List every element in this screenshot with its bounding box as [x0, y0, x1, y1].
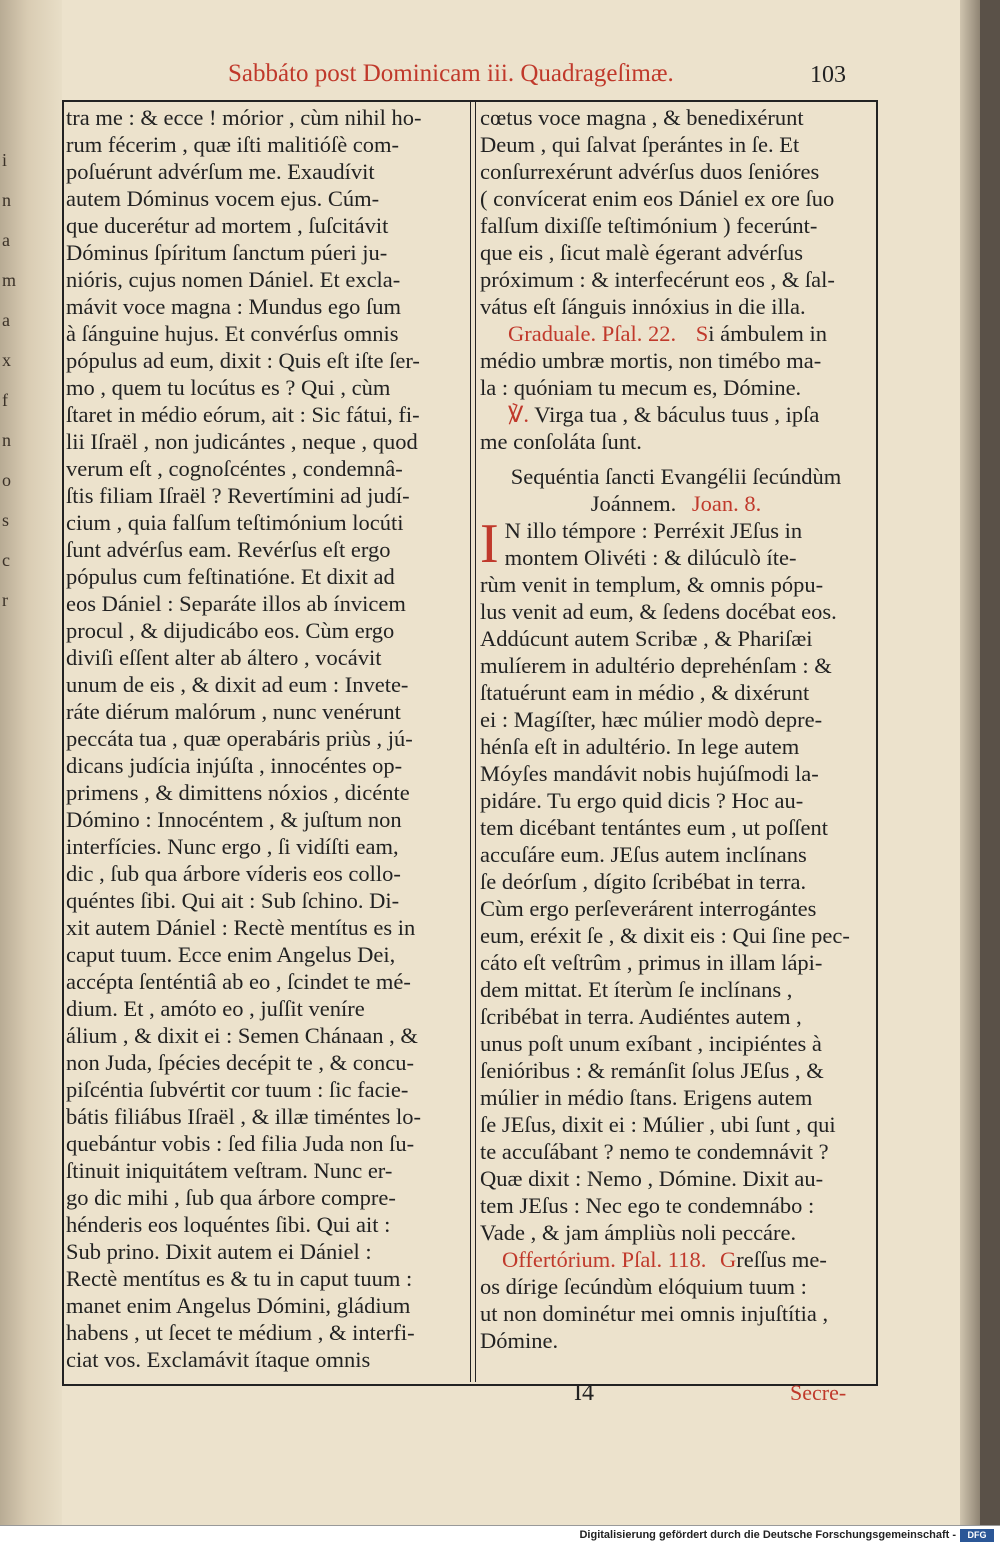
versicle-line-2: me conſoláta ſunt. — [480, 429, 642, 454]
footer-credit: Digitalisierung gefördert durch die Deutsche Forschungsgemeinschaft - — [579, 1529, 956, 1541]
text-line: Sub prino. Dixit autem ei Dániel : — [66, 1239, 372, 1264]
offertorium-line: ut non dominétur mei omnis injuſtítia , — [480, 1301, 829, 1326]
gospel-line: ſenióribus : & remánſit ſolus JEſus , & — [480, 1058, 824, 1083]
gospel-heading-evangelist: Joánnem. — [590, 491, 677, 516]
text-line: interfícies. Nunc ergo , ſi vidíſti eam, — [66, 834, 399, 859]
gospel-line: hénſa eſt in adultério. In lege autem — [480, 734, 800, 759]
text-line: cium , quia falſum teſtimónium locúti — [66, 510, 404, 535]
text-line: ſunt advérſus eam. Revérſus eſt ergo — [66, 537, 391, 562]
text-line: quéntes ſibi. Qui ait : Sub ſchino. Di- — [66, 888, 400, 913]
graduale-initial: S — [695, 321, 709, 346]
text-line: go dic mihi , ſub qua árbore compre- — [66, 1185, 396, 1210]
gospel-opening — [480, 513, 872, 575]
gospel-line: tem dicébant tentántes eum , ut poſſent — [480, 815, 829, 840]
fore-edge — [960, 0, 980, 1525]
gutter-letter: c — [2, 550, 10, 570]
text-line: cœtus voce magna , & benedixérunt — [480, 105, 804, 130]
gospel-line: mulíerem in adultério deprehénſam : & — [480, 653, 832, 678]
text-line: peccáta tua , quæ operabáris priùs , jú- — [66, 726, 413, 751]
gutter-letter: n — [2, 190, 11, 210]
gutter-letter: o — [2, 470, 11, 490]
text-line: bátis filiábus Iſraël , & illæ timéntes lo- — [66, 1104, 421, 1129]
text-line: poſuérunt advérſum me. Exaudívit — [66, 159, 375, 184]
text-line: ráte diérum malórum , nunc venérunt — [66, 699, 401, 724]
gospel-line: tem JEſus : Nec ego te condemnábo : — [480, 1193, 815, 1218]
text-line: que ducerétur ad mortem , ſuſcitávit — [66, 213, 389, 238]
gospel-line: cáto eſt veſtrûm , primus in illam lápi- — [480, 950, 823, 975]
gospel-first-lines — [480, 513, 872, 575]
text-line: ciat vos. Exclamávit ítaque omnis — [66, 1347, 371, 1372]
text-line: eos Dániel : Separáte illos ab ínvicem — [66, 591, 406, 616]
text-line: lii Iſraël , non judicántes , neque , quod — [66, 429, 418, 454]
text-line: ſtis filiam Iſraël ? Revertímini ad judí- — [66, 483, 410, 508]
gutter-letter: m — [2, 270, 17, 290]
text-line: próximum : & interfecérunt eos , & ſal- — [480, 267, 835, 292]
gutter-letter: x — [2, 350, 11, 370]
gospel-line: Móyſes mandávit nobis hujúſmodi la- — [480, 761, 819, 786]
text-line: habens , ut ſecet te médium , & interfi- — [66, 1320, 415, 1345]
gospel-line: ſcribébat in terra. Audiéntes autem , — [480, 1004, 802, 1029]
text-line: Deum , qui ſalvat ſperántes in ſe. Et — [480, 132, 800, 157]
gutter-letter: a — [2, 230, 10, 250]
text-line: hénderis eos loquéntes ſibi. Qui ait : — [66, 1212, 391, 1237]
gospel-line: ſe deórſum , dígito ſcribébat in terra. — [480, 869, 807, 894]
gutter-letter: n — [2, 430, 11, 450]
offertorium-first-line — [480, 1246, 872, 1273]
text-line: ſtinuit iniquitátem veſtram. Nunc er- — [66, 1158, 393, 1183]
gospel-line: unus poſt unum exíbant , incipiéntes à — [480, 1031, 822, 1056]
gospel-line: pidáre. Tu ergo quid dicis ? Hoc au- — [480, 788, 804, 813]
signature-mark: I4 — [574, 1380, 594, 1406]
graduale-text — [480, 347, 872, 401]
text-line: rum fécerim , quæ iſti malitióſè com- — [66, 132, 400, 157]
graduale-line: la : quóniam tu mecum es, Dómine. — [480, 375, 802, 400]
gospel-line: dem mittat. Et íterùm ſe inclínans , — [480, 977, 793, 1002]
graduale-first-text: i ámbulem in — [708, 321, 827, 346]
gospel-line: Quæ dixit : Nemo , Dómine. Dixit au- — [480, 1166, 824, 1191]
gospel-heading-line2 — [480, 490, 872, 517]
gospel-line: Addúcunt autem Scribæ , & Phariſæi — [480, 626, 813, 651]
text-line: unum de eis , & dixit ad eum : Invete- — [66, 672, 409, 697]
gospel-initial: I — [480, 513, 499, 575]
text-line: verum eſt , cognoſcéntes , condemnâ- — [66, 456, 403, 481]
graduale-first-line — [480, 320, 872, 347]
text-line: mo , quem tu locútus es ? Qui , cùm — [66, 375, 391, 400]
gutter-letter: f — [2, 390, 8, 410]
text-line: ſtaret in médio eórum, ait : Sic fátui, fi- — [66, 402, 420, 427]
text-line: dicans judícia injúſta , innocéntes op- — [66, 753, 403, 778]
gospel-line: Cùm ergo perſeverárent interrogántes — [480, 896, 817, 921]
gospel-line: Vade , & jam ámpliùs noli peccáre. — [480, 1220, 797, 1245]
text-line: álium , & dixit ei : Semen Chánaan , & — [66, 1023, 418, 1048]
text-line: que eis , ſicut malè égerant advérſus — [480, 240, 803, 265]
gospel-line: te accuſábant ? nemo te condemnávit ? — [480, 1139, 829, 1164]
text-line: diviſi eſſent alter ab áltero , vocávit — [66, 645, 382, 670]
text-line: vátus eſt ſánguis innóxius in die illa. — [480, 294, 806, 319]
gutter-letter: s — [2, 510, 10, 530]
gospel-heading-reference: Joan. 8. — [691, 491, 762, 516]
text-line: ( convícerat enim eos Dániel ex ore ſuo — [480, 186, 835, 211]
text-line: Rectè mentítus es & tu in caput tuum : — [66, 1266, 413, 1291]
right-column-continuation — [480, 104, 872, 320]
text-line: Dómino : Innocéntem , & juſtum non — [66, 807, 402, 832]
offertorium-line: os dírige ſecúndùm elóquium tuum : — [480, 1274, 807, 1299]
versicle-text: Virga tua , & báculus tuus , ipſa — [534, 402, 820, 427]
text-line: procul , & dijudicábo eos. Cùm ergo — [66, 618, 395, 643]
text-line: manet enim Angelus Dómini, gládium — [66, 1293, 411, 1318]
text-line: piſcéntia ſubvértit cor tuum : ſic facie- — [66, 1077, 409, 1102]
running-title: Sabbáto post Dominicam iii. Quadrageſimæ. — [228, 60, 674, 87]
text-line: nióris, cujus nomen Dániel. Et excla- — [66, 267, 401, 292]
text-line: pópulus cum feſtinatióne. Et dixit ad — [66, 564, 395, 589]
page-number: 103 — [810, 62, 846, 88]
gutter-letter: a — [2, 310, 10, 330]
gutter-letters — [2, 140, 22, 620]
gospel-line: ſe JEſus, dixit ei : Múlier , ubi ſunt , qui — [480, 1112, 836, 1137]
gospel-line: ei : Magíſter, hæc múlier modò depre- — [480, 707, 823, 732]
catchword: Secre- — [790, 1380, 847, 1405]
text-line: dic , ſub qua árbore víderis eos collo- — [66, 861, 401, 886]
offertorium-text — [480, 1273, 872, 1354]
gutter-letter: i — [2, 150, 8, 170]
offertorium-label: Offertórium. Pſal. 118. — [502, 1247, 707, 1272]
text-line: dium. Et , amóto eo , juſſit veníre — [66, 996, 365, 1021]
gospel-line: eum, eréxit ſe , & dixit eis : Qui ſine pec- — [480, 923, 850, 948]
text-line: xit autem Dániel : Rectè mentítus es in — [66, 915, 416, 940]
text-line: à ſánguine hujus. Et convérſus omnis — [66, 321, 399, 346]
gospel-line: lus venit ad eum, & ſedens docébat eos. — [480, 599, 837, 624]
graduale-line: médio umbræ mortis, non timébo ma- — [480, 348, 822, 373]
graduale-label: Graduale. Pſal. 22. — [508, 321, 677, 346]
dfg-logo: DFG — [960, 1529, 994, 1542]
text-line: accépta ſenténtiâ ab eo , ſcindet te mé- — [66, 969, 411, 994]
gospel-line: rùm venit in templum, & omnis pópu- — [480, 572, 824, 597]
gospel-line: N illo témpore : Perréxit JEſus in — [504, 518, 803, 543]
gospel-line: accuſáre eum. JEſus autem inclínans — [480, 842, 807, 867]
left-column — [66, 104, 464, 1373]
gospel-heading-line1: Sequéntia ſancti Evangélii ſecúndùm — [510, 464, 842, 489]
gospel-text — [480, 571, 872, 1246]
text-line: autem Dóminus vocem ejus. Cúm- — [66, 186, 380, 211]
text-line: non Juda, ſpécies decépit te , & concu- — [66, 1050, 415, 1075]
right-column — [480, 104, 872, 1354]
text-line: Dóminus ſpíritum ſanctum púeri ju- — [66, 240, 388, 265]
text-line: mávit voce magna : Mundus ego ſum — [66, 294, 401, 319]
text-line: quebántur vobis : ſed filia Juda non ſu- — [66, 1131, 415, 1156]
footer-bar — [0, 1525, 1000, 1546]
versicle-line — [480, 401, 872, 428]
gospel-line: montem Olivéti : & dilúculò íte- — [504, 545, 797, 570]
text-line: caput tuum. Ecce enim Angelus Dei, — [66, 942, 396, 967]
offertorium-line: Dómine. — [480, 1328, 559, 1353]
text-line: falſum dixiſſe teſtimónium ) fecerúnt- — [480, 213, 818, 238]
offertorium-first-text: reſſus me- — [736, 1247, 827, 1272]
versicle-symbol: ℣. — [508, 402, 530, 427]
offertorium-initial: G — [719, 1247, 737, 1272]
gospel-line: ſtatuérunt eam in médio , & dixérunt — [480, 680, 810, 705]
text-line: primens , & dimittens nóxios , dicénte — [66, 780, 410, 805]
gutter — [0, 0, 62, 1525]
text-line: pópulus ad eum, dixit : Quis eſt iſte ſer- — [66, 348, 420, 373]
text-line: tra me : & ecce ! mórior , cùm nihil ho- — [66, 105, 422, 130]
text-line: conſurrexérunt advérſus duos ſenióres — [480, 159, 820, 184]
column-divider — [470, 100, 476, 1382]
gutter-letter: r — [2, 590, 8, 610]
gospel-line: múlier in médio ſtans. Erigens autem — [480, 1085, 813, 1110]
